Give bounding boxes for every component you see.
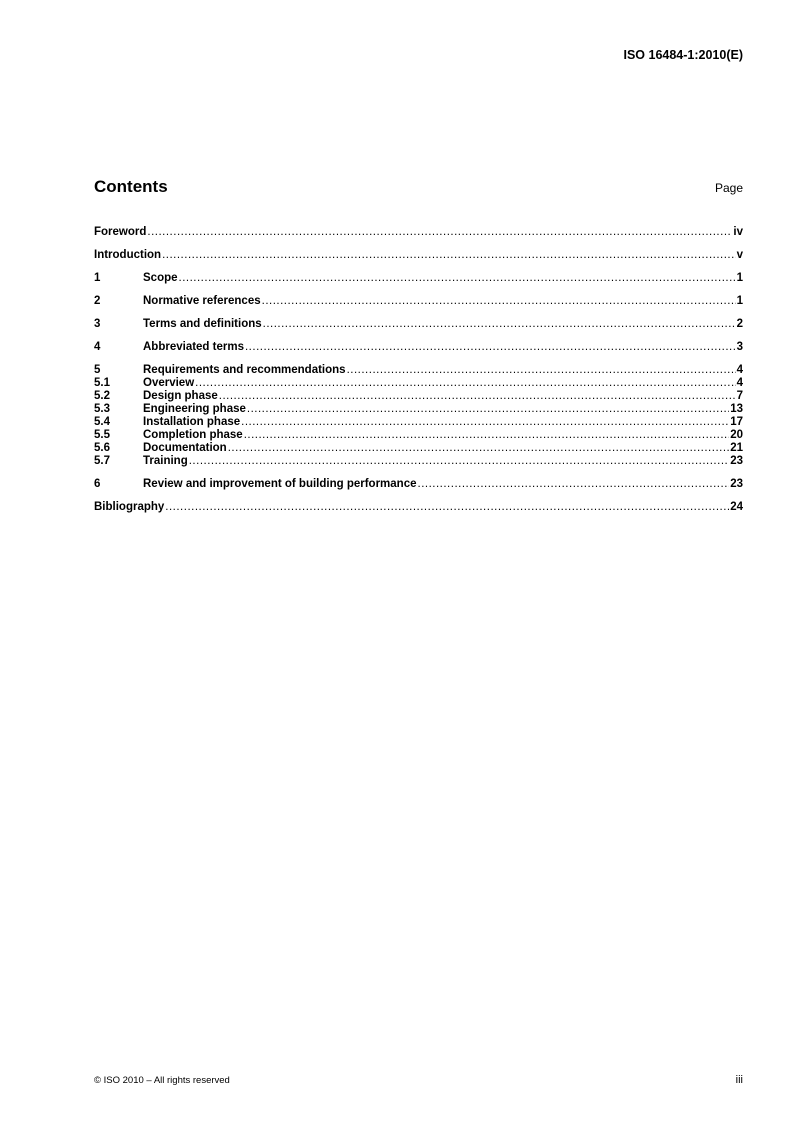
toc-entry-page: 4: [736, 364, 743, 376]
dot-leader: [263, 318, 736, 331]
toc-entry-page: iv: [733, 226, 743, 238]
toc-entry-number: 5.2: [94, 390, 110, 402]
dot-leader: [195, 377, 735, 390]
toc-entry-number: 5: [94, 364, 101, 376]
dot-leader: [245, 341, 736, 354]
document-id: ISO 16484-1:2010(E): [623, 48, 743, 62]
toc-entry-page: 23: [730, 455, 743, 467]
dot-leader: [418, 478, 730, 491]
toc-entry-number: 5.3: [94, 403, 110, 415]
toc-entry-page: 24: [730, 501, 743, 513]
toc-entry-scope[interactable]: [94, 272, 743, 285]
dot-leader: [189, 455, 729, 468]
toc-entry-introduction[interactable]: [94, 249, 743, 262]
toc-entry-page: 17: [730, 416, 743, 428]
toc-entry-number: 5.7: [94, 455, 110, 467]
toc-entry-page: 21: [730, 442, 743, 454]
toc-entry-title: Bibliography: [94, 501, 165, 513]
page-number: iii: [735, 1074, 743, 1086]
toc-entry-title: Installation phase: [143, 416, 241, 428]
dot-leader: [247, 403, 729, 416]
dot-leader: [219, 390, 736, 403]
toc-entry-abbreviated-terms[interactable]: [94, 341, 743, 354]
toc-entry-bibliography[interactable]: [94, 501, 743, 514]
toc-entry-page: 2: [736, 318, 743, 330]
toc-entry-title: Design phase: [143, 390, 218, 402]
toc-entry-title: Review and improvement of building performance: [143, 478, 417, 490]
toc-entry-page: 23: [730, 478, 743, 490]
toc-entry-number: 4: [94, 341, 101, 353]
page-column-label: Page: [714, 181, 743, 195]
dot-leader: [179, 272, 736, 285]
toc-entry-number: 2: [94, 295, 101, 307]
toc-entry-page: 20: [730, 429, 743, 441]
toc-entry-training[interactable]: [94, 455, 743, 468]
toc-entry-title: Scope: [143, 272, 178, 284]
toc-entry-number: 1: [94, 272, 101, 284]
toc-entry-installation-phase[interactable]: [94, 416, 743, 429]
toc-entry-title: Completion phase: [143, 429, 243, 441]
toc-entry-page: 3: [736, 341, 743, 353]
dot-leader: [241, 416, 729, 429]
toc-entry-page: 7: [736, 390, 743, 402]
toc-entry-requirements-and-recommendations[interactable]: [94, 364, 743, 377]
toc-entry-title: Abbreviated terms: [143, 341, 244, 353]
toc-entry-engineering-phase[interactable]: [94, 403, 743, 416]
toc-entry-page: 13: [730, 403, 743, 415]
toc-entry-number: 5.1: [94, 377, 110, 389]
toc-entry-review-and-improvement[interactable]: [94, 478, 743, 491]
toc-entry-page: v: [736, 249, 743, 261]
contents-heading: Contents: [94, 177, 168, 196]
toc-entry-title: Engineering phase: [143, 403, 246, 415]
dot-leader: [228, 442, 730, 455]
dot-leader: [347, 364, 736, 377]
table-of-contents: [94, 226, 743, 514]
toc-entry-number: 5.6: [94, 442, 110, 454]
toc-entry-title: Requirements and recommendations: [143, 364, 346, 376]
toc-entry-number: 3: [94, 318, 101, 330]
toc-entry-documentation[interactable]: [94, 442, 743, 455]
toc-entry-title: Training: [143, 455, 188, 467]
toc-entry-terms-and-definitions[interactable]: [94, 318, 743, 331]
copyright-notice: © ISO 2010 – All rights reserved: [94, 1075, 230, 1086]
toc-entry-page: 4: [736, 377, 743, 389]
dot-leader: [147, 226, 732, 239]
toc-entry-page: 1: [736, 295, 743, 307]
toc-entry-title: Foreword: [94, 226, 147, 238]
dot-leader: [165, 501, 729, 514]
toc-entry-title: Introduction: [94, 249, 162, 261]
toc-entry-number: 6: [94, 478, 101, 490]
toc-entry-normative-references[interactable]: [94, 295, 743, 308]
dot-leader: [244, 429, 730, 442]
dot-leader: [262, 295, 736, 308]
toc-entry-title: Documentation: [143, 442, 227, 454]
toc-entry-overview[interactable]: [94, 377, 743, 390]
toc-entry-completion-phase[interactable]: [94, 429, 743, 442]
toc-entry-foreword[interactable]: [94, 226, 743, 239]
toc-entry-number: 5.4: [94, 416, 110, 428]
toc-entry-design-phase[interactable]: [94, 390, 743, 403]
toc-entry-title: Terms and definitions: [143, 318, 262, 330]
toc-entry-number: 5.5: [94, 429, 110, 441]
toc-entry-title: Overview: [143, 377, 195, 389]
dot-leader: [162, 249, 736, 262]
toc-entry-title: Normative references: [143, 295, 261, 307]
toc-entry-page: 1: [736, 272, 743, 284]
